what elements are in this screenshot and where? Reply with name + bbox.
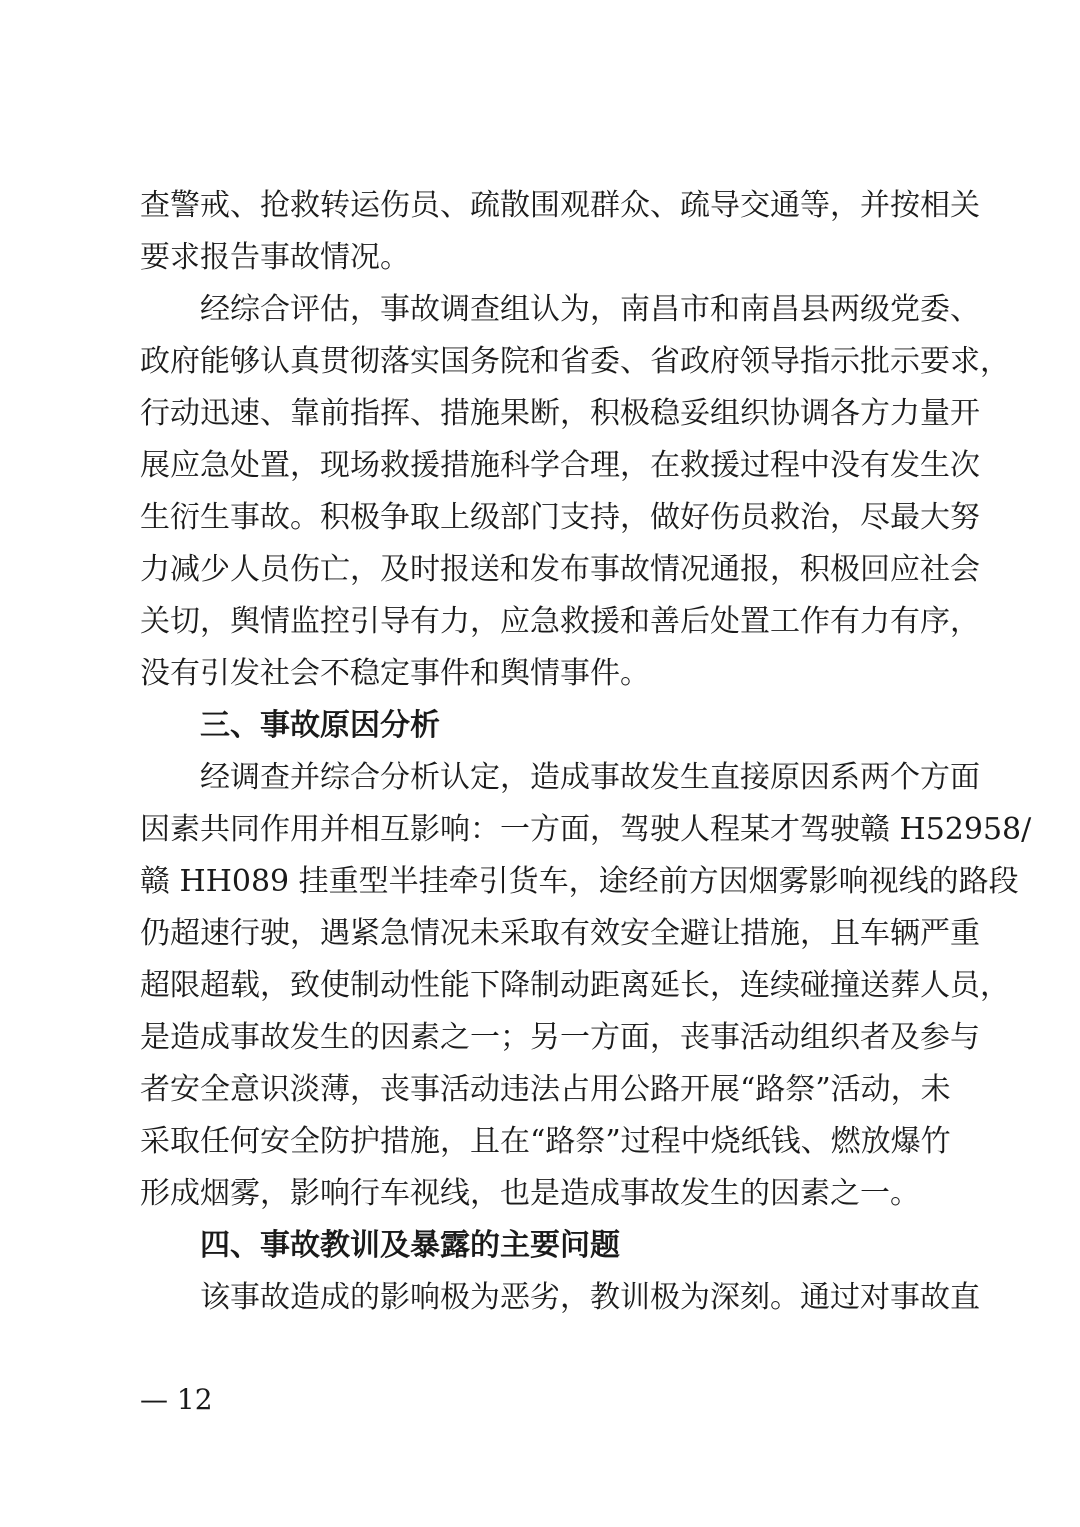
body-line: 政府能够认真贯彻落实国务院和省委、省政府领导指示批示要求， [140,344,1010,379]
body-line: 经调查并综合分析认定，造成事故发生直接原因系两个方面 [200,760,980,795]
section-heading: 四、事故教训及暴露的主要问题 [200,1228,620,1263]
body-line: 关切，舆情监控引导有力，应急救援和善后处置工作有力有序， [140,604,980,639]
page-number: — 12 [140,1383,213,1416]
body-line: 力减少人员伤亡，及时报送和发布事故情况通报，积极回应社会 [140,552,980,587]
body-line: 采取任何安全防护措施，且在“路祭”过程中烧纸钱、燃放爆竹 [140,1124,951,1159]
body-line: 要求报告事故情况。 [140,240,410,275]
body-line: 形成烟雾，影响行车视线，也是造成事故发生的因素之一。 [140,1176,920,1211]
body-line: 展应急处置，现场救援措施科学合理，在救援过程中没有发生次 [140,448,980,483]
document-body [140,180,1032,1324]
body-line: 经综合评估，事故调查组认为，南昌市和南昌县两级党委、 [200,292,980,327]
body-line: 没有引发社会不稳定事件和舆情事件。 [140,656,650,691]
body-line: 查警戒、抢救转运伤员、疏散围观群众、疏导交通等，并按相关 [140,188,980,223]
section-heading: 三、事故原因分析 [200,708,440,743]
body-line: 赣 HH089 挂重型半挂牵引货车，途经前方因烟雾影响视线的路段 [140,864,1019,899]
body-line: 者安全意识淡薄，丧事活动违法占用公路开展“路祭”活动，未 [140,1072,951,1107]
body-line: 行动迅速、靠前指挥、措施果断，积极稳妥组织协调各方力量开 [140,396,980,431]
body-line: 该事故造成的影响极为恶劣，教训极为深刻。通过对事故直 [200,1280,980,1315]
body-line: 因素共同作用并相互影响：一方面，驾驶人程某才驾驶赣 H52958/ [140,812,1032,847]
body-line: 仍超速行驶，遇紧急情况未采取有效安全避让措施，且车辆严重 [140,916,980,951]
body-line: 是造成事故发生的因素之一；另一方面，丧事活动组织者及参与 [140,1020,980,1055]
body-line: 超限超载，致使制动性能下降制动距离延长，连续碰撞送葬人员， [140,968,1010,1003]
body-line: 生衍生事故。积极争取上级部门支持，做好伤员救治，尽最大努 [140,500,980,535]
